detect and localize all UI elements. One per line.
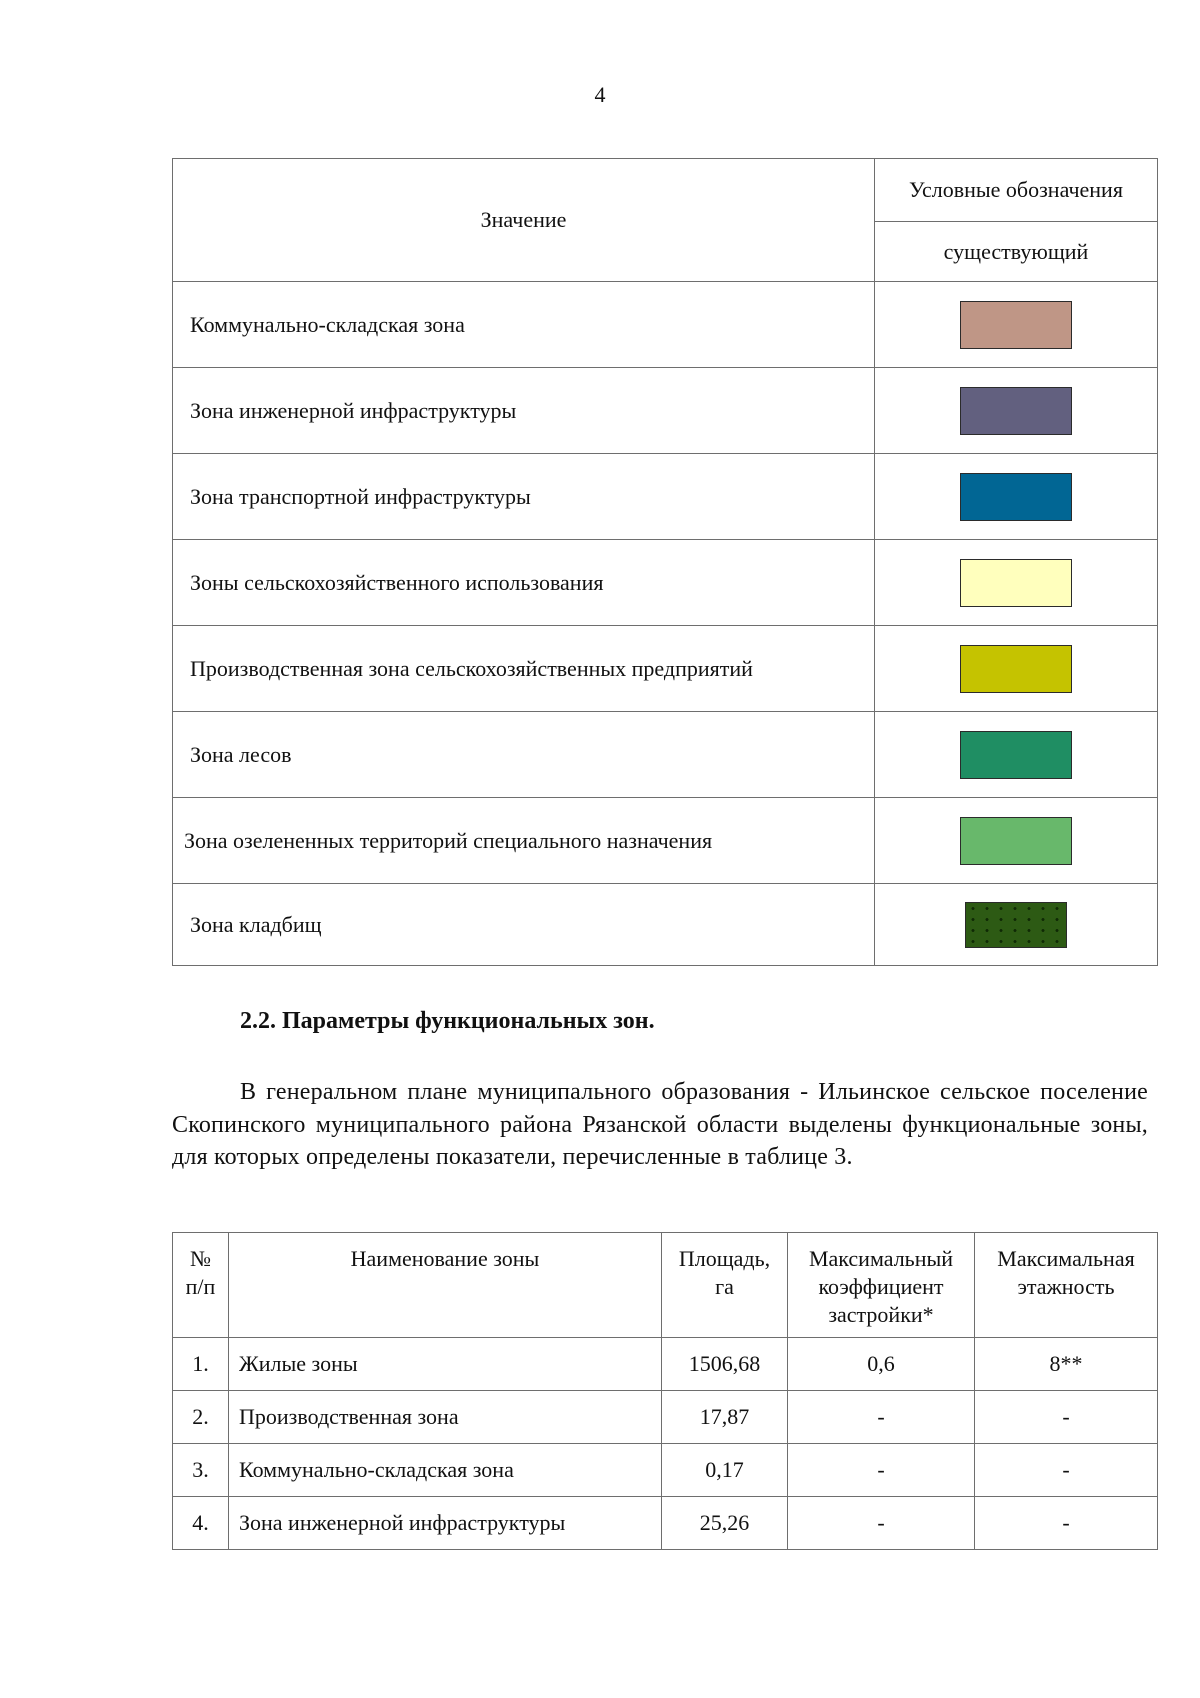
legend-row — [173, 282, 1158, 368]
section-paragraph: В генеральном плане муниципального образования - Ильинское сельское поселение Скопинского муниципального района Рязанской области выделены функциональные зоны, для которых определены показатели, перечисленные в таблице 3. — [172, 1079, 1148, 1170]
legend-swatch — [960, 817, 1072, 865]
header-floors-line1: Максимальная — [997, 1246, 1135, 1271]
header-floors-line2: этажность — [1017, 1274, 1115, 1299]
legend-header-existing: существующий — [875, 222, 1158, 282]
row-floors: - — [975, 1497, 1158, 1550]
row-area: 25,26 — [662, 1497, 788, 1550]
legend-zone-name: Зона озелененных территорий специального назначения — [173, 798, 875, 884]
header-area-line1: Площадь, — [678, 1246, 771, 1271]
header-floors — [975, 1233, 1158, 1338]
row-coef: - — [788, 1391, 975, 1444]
row-area: 17,87 — [662, 1391, 788, 1444]
legend-swatch — [960, 473, 1072, 521]
legend-zone-name: Зона кладбищ — [173, 884, 875, 966]
header-name — [229, 1233, 662, 1338]
legend-row — [173, 368, 1158, 454]
legend-row — [173, 712, 1158, 798]
row-zone-name: Производственная зона — [229, 1391, 662, 1444]
header-num — [173, 1233, 229, 1338]
row-floors: - — [975, 1444, 1158, 1497]
legend-swatch — [960, 387, 1072, 435]
legend-zone-name: Производственная зона сельскохозяйственных предприятий — [173, 626, 875, 712]
row-num: 1. — [173, 1338, 229, 1391]
row-num: 4. — [173, 1497, 229, 1550]
table-row — [173, 1497, 1158, 1550]
header-area-line2: га — [715, 1274, 734, 1299]
legend-header-symbols: Условные обозначения — [875, 159, 1158, 222]
header-area — [662, 1233, 788, 1338]
legend-zone-name: Зоны сельскохозяйственного использования — [173, 540, 875, 626]
legend-row — [173, 540, 1158, 626]
header-num-line2: п/п — [185, 1274, 216, 1299]
header-coef-line2: коэффициент — [818, 1274, 944, 1299]
params-table — [172, 1232, 1158, 1550]
header-name-text: Наименование зоны — [350, 1246, 540, 1271]
row-zone-name: Жилые зоны — [229, 1338, 662, 1391]
legend-swatch-pattern — [965, 902, 1067, 948]
page-number: 4 — [594, 82, 606, 107]
legend-swatch — [960, 301, 1072, 349]
legend-row — [173, 798, 1158, 884]
row-num: 3. — [173, 1444, 229, 1497]
legend-zone-name: Зона лесов — [173, 712, 875, 798]
header-coef — [788, 1233, 975, 1338]
legend-zone-name: Зона инженерной инфраструктуры — [173, 368, 875, 454]
legend-row — [173, 626, 1158, 712]
legend-header-meaning: Значение — [173, 159, 875, 282]
row-floors: 8** — [975, 1338, 1158, 1391]
legend-row — [173, 884, 1158, 966]
header-coef-line1: Максимальный — [808, 1246, 954, 1271]
legend-row — [173, 454, 1158, 540]
row-coef: - — [788, 1497, 975, 1550]
header-num-line1: № — [190, 1246, 211, 1271]
row-zone-name: Зона инженерной инфраструктуры — [229, 1497, 662, 1550]
row-zone-name: Коммунально-складская зона — [229, 1444, 662, 1497]
row-floors: - — [975, 1391, 1158, 1444]
header-coef-line3: застройки* — [828, 1302, 934, 1327]
row-coef: 0,6 — [788, 1338, 975, 1391]
row-num: 2. — [173, 1391, 229, 1444]
table-row — [173, 1444, 1158, 1497]
legend-swatch — [960, 731, 1072, 779]
row-coef: - — [788, 1444, 975, 1497]
legend-table — [172, 158, 1158, 966]
params-header-row — [173, 1233, 1158, 1338]
row-area: 1506,68 — [662, 1338, 788, 1391]
row-area: 0,17 — [662, 1444, 788, 1497]
table-row — [173, 1338, 1158, 1391]
legend-zone-name: Коммунально-складская зона — [173, 282, 875, 368]
section-heading: 2.2. Параметры функциональных зон. — [240, 1008, 655, 1034]
legend-swatch — [960, 645, 1072, 693]
table-row — [173, 1391, 1158, 1444]
legend-zone-name: Зона транспортной инфраструктуры — [173, 454, 875, 540]
legend-swatch — [960, 559, 1072, 607]
